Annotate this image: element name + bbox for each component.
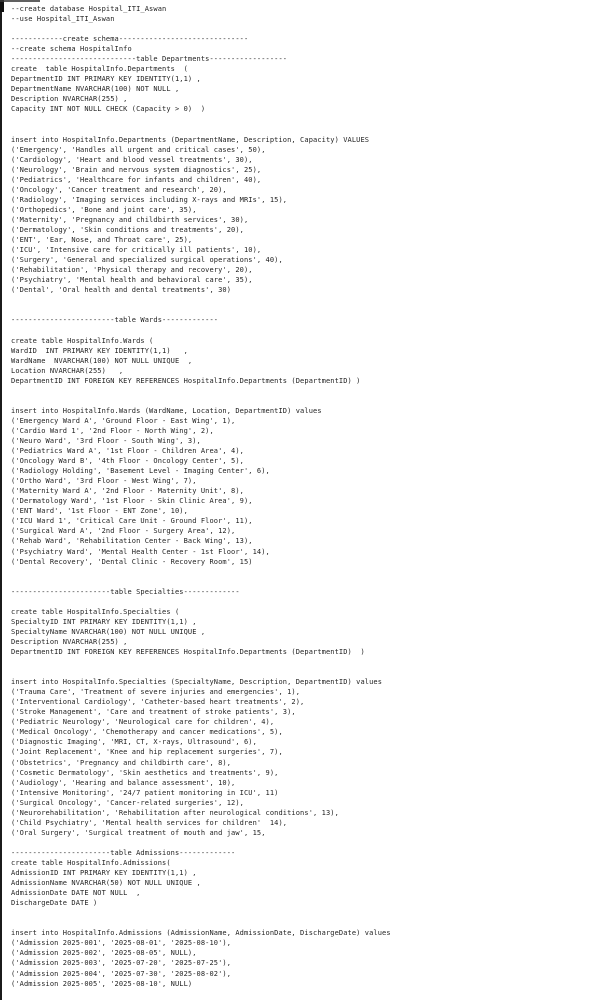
code-line (11, 918, 609, 928)
code-line: DepartmentID INT PRIMARY KEY IDENTITY(1,1) , (11, 75, 201, 84)
code-line: insert into HospitalInfo.Specialties (SpecialtyName, Description, DepartmentID) values (11, 678, 383, 687)
code-line: ('Stroke Management', 'Care and treatment of stroke patients', 3), (11, 708, 296, 717)
code-line (11, 115, 609, 125)
code-line: ('ICU', 'Intensive care for critically ill patients', 10), (11, 246, 262, 255)
code-line: ('Dental', 'Oral health and dental treatments', 30) (11, 286, 232, 295)
code-line: create table HospitalInfo.Admissions( (11, 858, 171, 867)
code-line: Location NVARCHAR(255) , (11, 366, 124, 375)
code-line: ('Emergency Ward A', 'Ground Floor - East Wing', 1), (11, 416, 236, 425)
code-line (11, 295, 609, 305)
code-line: DepartmentName NVARCHAR(100) NOT NULL , (11, 85, 180, 94)
code-line: ('Psychiatry Ward', 'Mental Health Center - 1st Floor', 14), (11, 547, 270, 556)
code-line (11, 396, 609, 406)
code-line: create table HospitalInfo.Specialties ( (11, 607, 180, 616)
code-line: insert into HospitalInfo.Wards (WardName, Location, DepartmentID) values (11, 406, 322, 415)
code-line: SpecialtyID INT PRIMARY KEY IDENTITY(1,1) , (11, 617, 197, 626)
code-line: ('Diagnostic Imaging', 'MRI, CT, X-rays, Ultrasound', 6), (11, 738, 257, 747)
code-line: ('Audiology', 'Hearing and balance assessment', 10), (11, 778, 236, 787)
code-line: DepartmentID INT FOREIGN KEY REFERENCES HospitalInfo.Departments (DepartmentID) ) (11, 376, 361, 385)
code-line (11, 667, 609, 677)
code-line (11, 386, 609, 396)
code-line: ('Dental Recovery', 'Dental Clinic - Recovery Room', 15) (11, 557, 253, 566)
code-line: ('Radiology', 'Imaging services including X-rays and MRIs', 15), (11, 195, 288, 204)
code-line: insert into HospitalInfo.Departments (DepartmentName, Description, Capacity) VALUES (11, 135, 370, 144)
code-line: insert into HospitalInfo.Admissions (AdmissionName, AdmissionDate, DischargeDate) values (11, 929, 391, 938)
top-edge-artifact (0, 0, 40, 2)
code-line (11, 908, 609, 918)
code-line: ('Oral Surgery', 'Surgical treatment of mouth and jaw', 15, (11, 828, 266, 837)
code-line: create table HospitalInfo.Wards ( (11, 336, 154, 345)
code-line: ('Surgical Oncology', 'Cancer-related surgeries', 12), (11, 798, 244, 807)
code-line (11, 125, 609, 135)
code-line: create table HospitalInfo.Departments ( (11, 65, 188, 74)
code-line (11, 577, 609, 587)
code-line: ('Admission 2025-004', '2025-07-30', '2025-08-02'), (11, 969, 232, 978)
code-line: ('Surgery', 'General and specialized surgical operations', 40), (11, 256, 283, 265)
code-line: ('Neurorehabilitation', 'Rehabilitation after neurological conditions', 13), (11, 808, 339, 817)
code-line: ('Oncology Ward B', '4th Floor - Oncology Center', 5), (11, 457, 244, 466)
code-line: AdmissionID INT PRIMARY KEY IDENTITY(1,1) , (11, 869, 197, 878)
code-line: ('Obstetrics', 'Pregnancy and childbirth care', 8), (11, 758, 232, 767)
code-line: ('Cardio Ward 1', '2nd Floor - North Wing', 2), (11, 426, 214, 435)
code-line: ('Admission 2025-002', '2025-08-05', NULL), (11, 949, 197, 958)
code-line: WardName NVARCHAR(100) NOT NULL UNIQUE , (11, 356, 193, 365)
code-line: ('Rehabilitation', 'Physical therapy and recovery', 20), (11, 266, 253, 275)
code-line: Capacity INT NOT NULL CHECK (Capacity > 0) ) (11, 105, 206, 114)
code-line: ('Child Psychiatry', 'Mental health services for children' 14), (11, 818, 288, 827)
code-line: ('Admission 2025-005', '2025-08-10', NULL) (11, 979, 193, 988)
code-line: -----------------------------table Departments------------------ (11, 55, 288, 64)
code-line: Description NVARCHAR(255) , (11, 95, 128, 104)
code-line (11, 305, 609, 315)
code-line: ('ICU Ward 1', 'Critical Care Unit - Ground Floor', 11), (11, 517, 253, 526)
code-line (11, 838, 609, 848)
code-line: ('Psychiatry', 'Mental health and behavioral care', 35), (11, 276, 253, 285)
code-line: ('Joint Replacement', 'Knee and hip replacement surgeries', 7), (11, 748, 283, 757)
code-line: ('Neuro Ward', '3rd Floor - South Wing', 3), (11, 437, 201, 446)
code-line: -----------------------table Admissions------------- (11, 848, 236, 857)
code-line: ('ENT', 'Ear, Nose, and Throat care', 25), (11, 236, 193, 245)
code-line: --use Hospital_ITI_Aswan (11, 15, 115, 24)
code-line: ('Intensive Monitoring', '24/7 patient monitoring in ICU', 11) (11, 788, 279, 797)
left-edge-line (0, 0, 2, 1000)
code-line: ('Pediatrics', 'Healthcare for infants and children', 40), (11, 175, 262, 184)
code-line: DischargeDate DATE ) (11, 899, 98, 908)
code-line: ('Rehab Ward', 'Rehabilitation Center - Back Wing', 13), (11, 537, 253, 546)
code-line: ('Surgical Ward A', '2nd Floor - Surgery Area', 12), (11, 527, 236, 536)
code-line: ('Maternity Ward A', '2nd Floor - Maternity Unit', 8), (11, 487, 244, 496)
code-line: ('Medical Oncology', 'Chemotherapy and cancer medications', 5), (11, 728, 283, 737)
code-line: ('Trauma Care', 'Treatment of severe injuries and emergencies', 1), (11, 688, 301, 697)
code-line: ------------create schema------------------------------ (11, 35, 249, 44)
code-line: AdmissionName NVARCHAR(50) NOT NULL UNIQUE , (11, 879, 201, 888)
code-line: Description NVARCHAR(255) , (11, 637, 128, 646)
code-line: SpecialtyName NVARCHAR(100) NOT NULL UNIQUE , (11, 627, 206, 636)
code-line (11, 657, 609, 667)
code-line (11, 24, 609, 34)
code-line: ('Pediatric Neurology', 'Neurological care for children', 4), (11, 718, 275, 727)
code-line: ('Pediatrics Ward A', '1st Floor - Children Area', 4), (11, 447, 244, 456)
code-line: ('Admission 2025-001', '2025-08-01', '2025-08-10'), (11, 939, 232, 948)
code-line: ('Cosmetic Dermatology', 'Skin aesthetics and treatments', 9), (11, 768, 279, 777)
code-line: ('Dermatology', 'Skin conditions and treatments', 20), (11, 226, 244, 235)
code-line: ('Interventional Cardiology', 'Catheter-based heart treatments', 2), (11, 698, 305, 707)
code-line: ('Orthopedics', 'Bone and joint care', 35), (11, 205, 197, 214)
code-line: ('ENT Ward', '1st Floor - ENT Zone', 10), (11, 507, 188, 516)
code-line (11, 567, 609, 577)
code-line: DepartmentID INT FOREIGN KEY REFERENCES HospitalInfo.Departments (DepartmentID) ) (11, 648, 365, 656)
code-line: -----------------------table Specialties------------- (11, 587, 240, 596)
code-line: WardID INT PRIMARY KEY IDENTITY(1,1) , (11, 346, 188, 355)
code-line: --create database Hospital_ITI_Aswan (11, 5, 167, 13)
code-line: ('Emergency', 'Handles all urgent and critical cases', 50), (11, 145, 266, 154)
code-line: ('Oncology', 'Cancer treatment and research', 20), (11, 185, 227, 194)
code-line (11, 326, 609, 336)
code-line: ('Ortho Ward', '3rd Floor - West Wing', 7), (11, 477, 197, 486)
code-line: ('Dermatology Ward', '1st Floor - Skin Clinic Area', 9), (11, 497, 253, 506)
code-line: ('Admission 2025-003', '2025-07-20', '2025-07-25'), (11, 959, 232, 968)
code-line: --create schema HospitalInfo (11, 45, 132, 54)
code-line: AdmissionDate DATE NOT NULL , (11, 889, 141, 898)
code-line: ------------------------table Wards------------- (11, 316, 219, 325)
code-line: ('Neurology', 'Brain and nervous system diagnostics', 25), (11, 165, 262, 174)
code-line (11, 597, 609, 607)
code-line: ('Radiology Holding', 'Basement Level - Imaging Center', 6), (11, 467, 270, 476)
code-line: ('Cardiology', 'Heart and blood vessel treatments', 30), (11, 155, 253, 164)
code-line: ('Maternity', 'Pregnancy and childbirth services', 30), (11, 215, 249, 224)
